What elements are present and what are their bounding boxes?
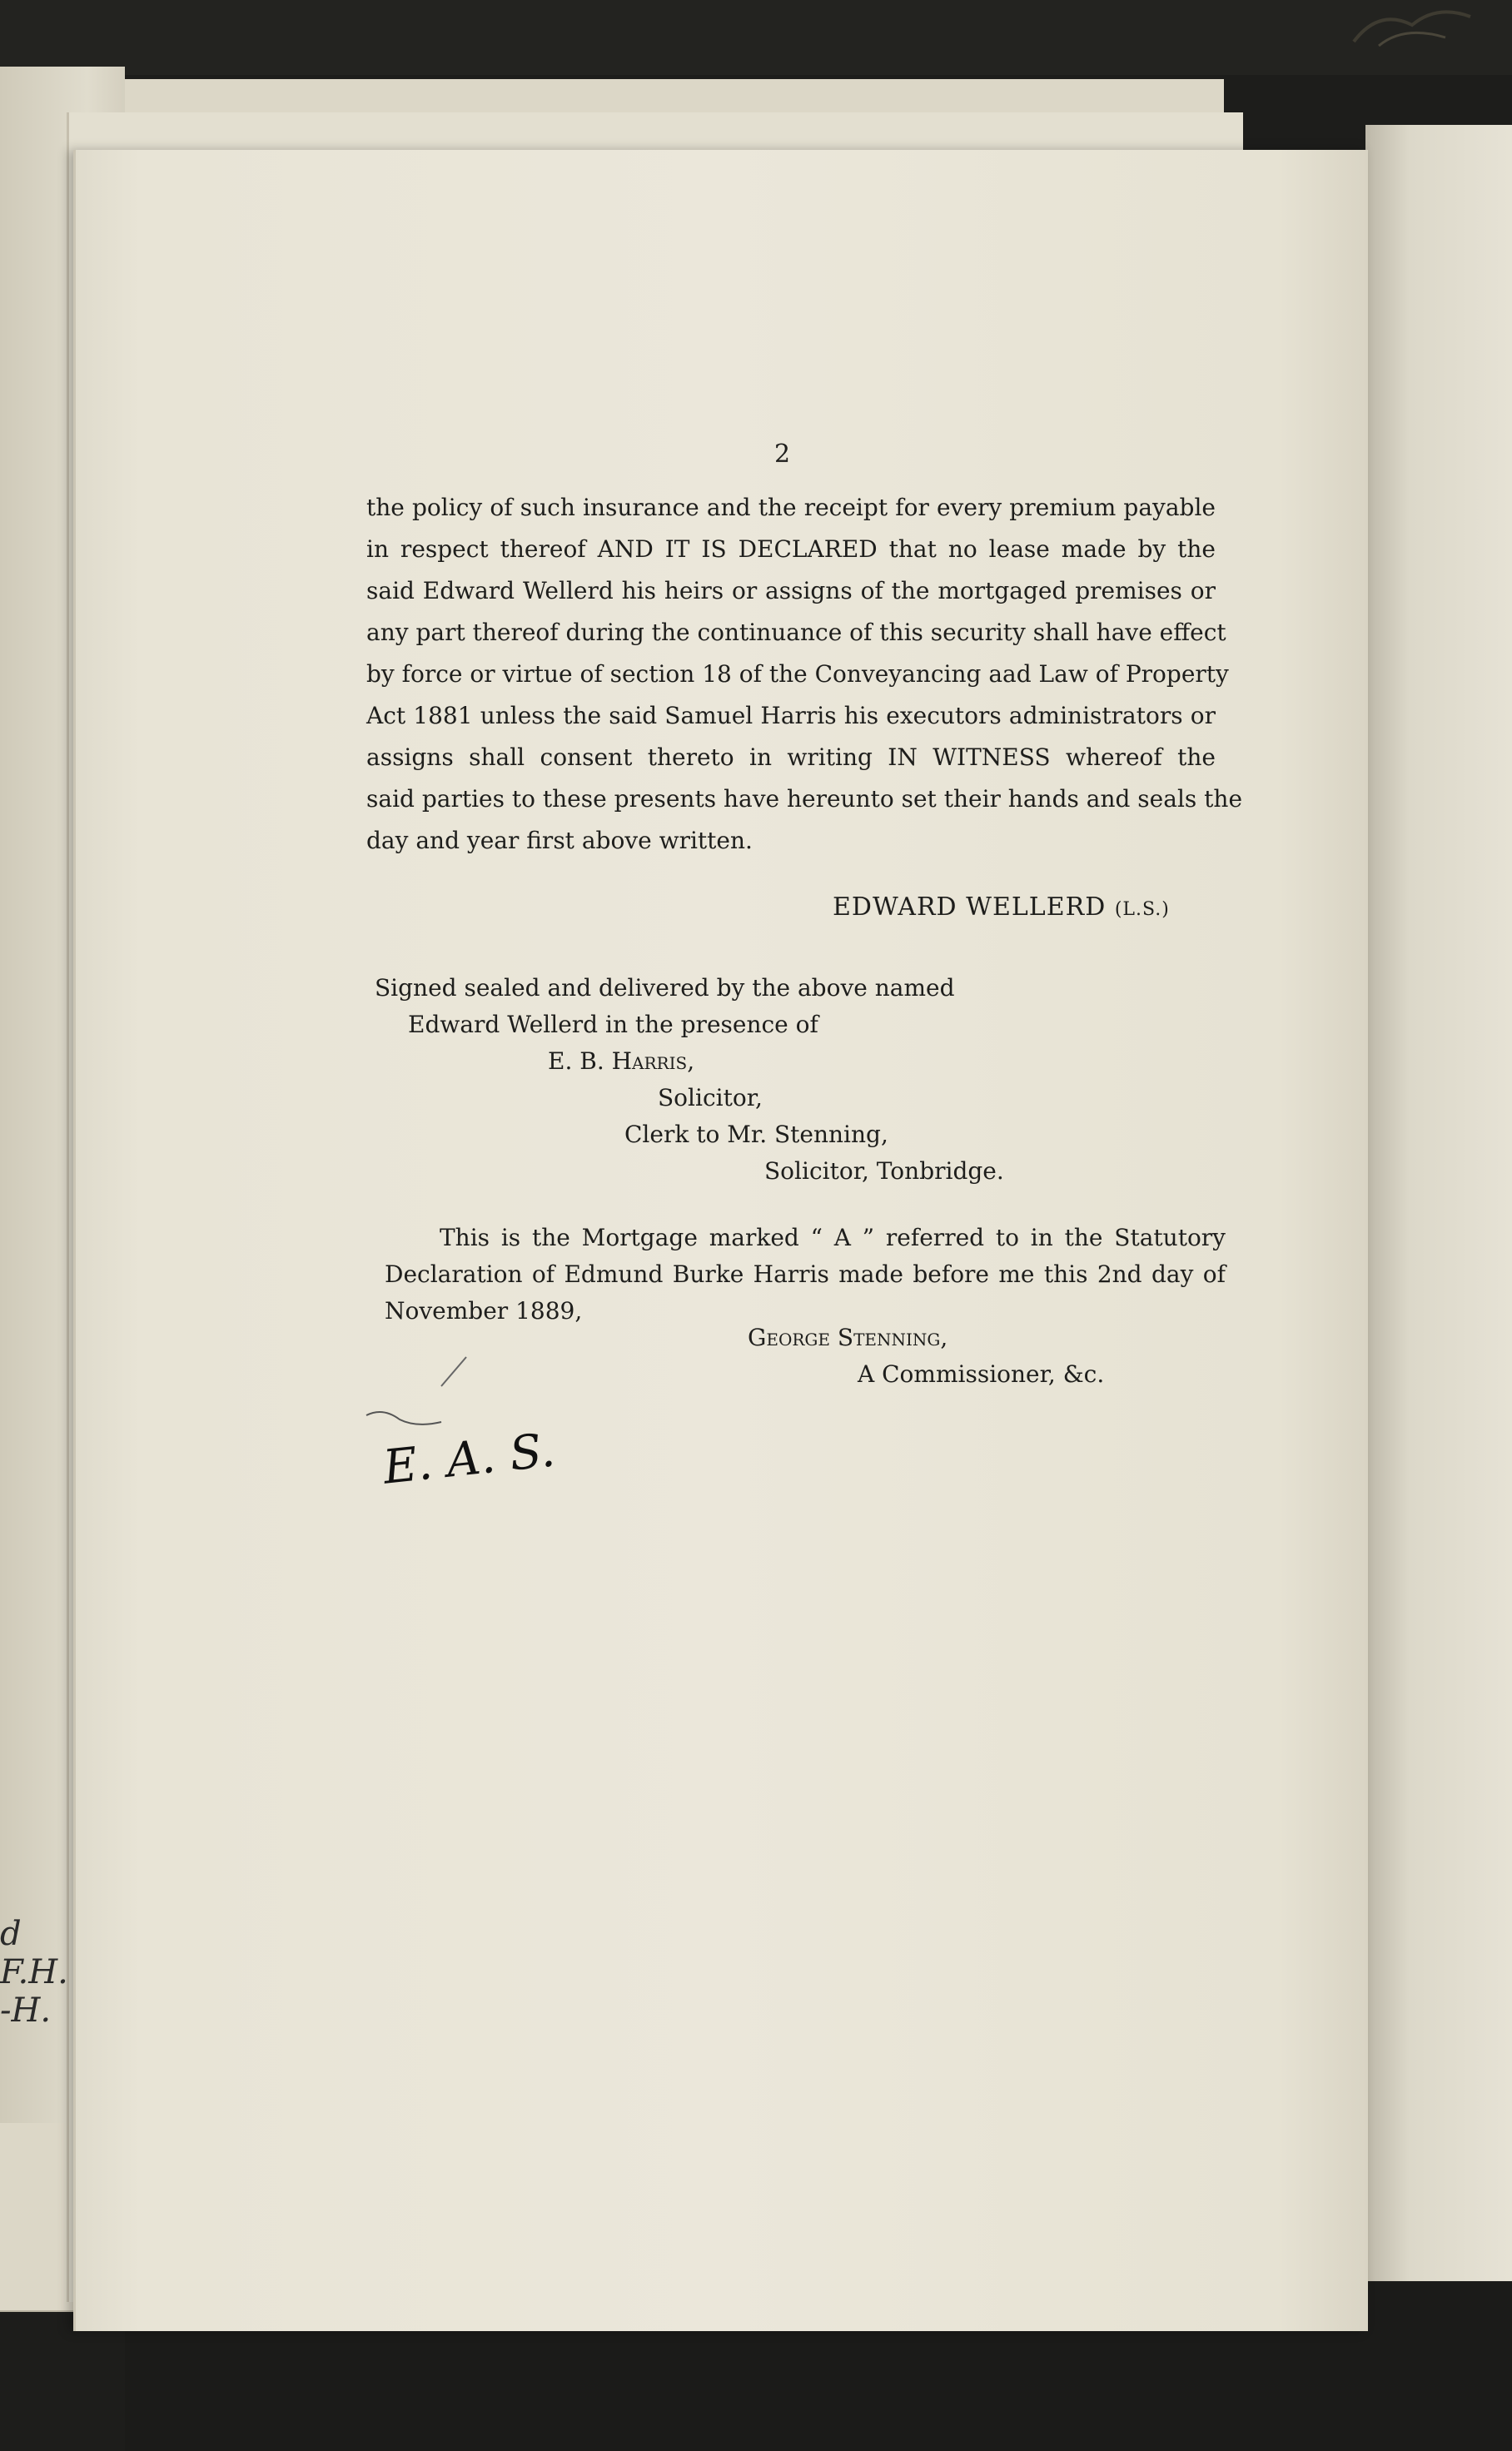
declaration-line: This is the Mortgage marked “ A ” referred to in the Statutory	[440, 1224, 1226, 1251]
body-line: the policy of such insurance and the receipt for every premium payable	[366, 494, 1216, 521]
statutory-declaration-note	[385, 1220, 1226, 1330]
attestation-line: Signed sealed and delivered by the above named	[375, 974, 955, 1002]
declaration-line: November 1889,	[385, 1297, 583, 1325]
witness-name: E. B. Harris,	[548, 1047, 695, 1075]
commissioner-title: A Commissioner, &c.	[858, 1360, 1105, 1388]
body-line: day and year first above written.	[366, 827, 753, 854]
body-line: said Edward Wellerd his heirs or assigns of the mortgaged premises or	[366, 577, 1216, 604]
commissioner-block	[748, 1320, 1104, 1393]
body-line: in respect thereof AND IT IS DECLARED that no lease made by the	[366, 535, 1216, 563]
attestation-clause	[375, 970, 1004, 1190]
margin-marks-text: d F.H. -H.	[0, 1915, 68, 2030]
body-line: by force or virtue of section 18 of the Conveyancing aad Law of Property	[366, 660, 1229, 688]
body-line: assigns shall consent thereto in writing IN WITNESS whereof the	[366, 743, 1216, 771]
attestation-line: Edward Wellerd in the presence of	[408, 1011, 818, 1038]
handwritten-initials: E. A. S.	[380, 1423, 558, 1495]
body-line: any part thereof during the continuance of this security shall have effect	[366, 619, 1226, 646]
witness-title: Clerk to Mr. Stenning,	[624, 1121, 888, 1148]
body-line: Act 1881 unless the said Samuel Harris his executors administrators or	[366, 702, 1216, 729]
witness-title: Solicitor,	[658, 1084, 763, 1111]
page-number: 2	[774, 440, 791, 469]
mortgage-body-text	[366, 487, 1243, 862]
signatory-name: EDWARD WELLERD	[833, 892, 1107, 922]
witness-title: Solicitor, Tonbridge.	[764, 1157, 1004, 1185]
seal-mark: (L.S.)	[1114, 899, 1170, 920]
signatory-block	[833, 892, 1170, 922]
commissioner-name: George Stenning,	[748, 1324, 948, 1351]
declaration-line: Declaration of Edmund Burke Harris made before me this 2nd day of	[385, 1260, 1226, 1288]
body-line: said parties to these presents have hereunto set their hands and seals the	[366, 785, 1243, 813]
